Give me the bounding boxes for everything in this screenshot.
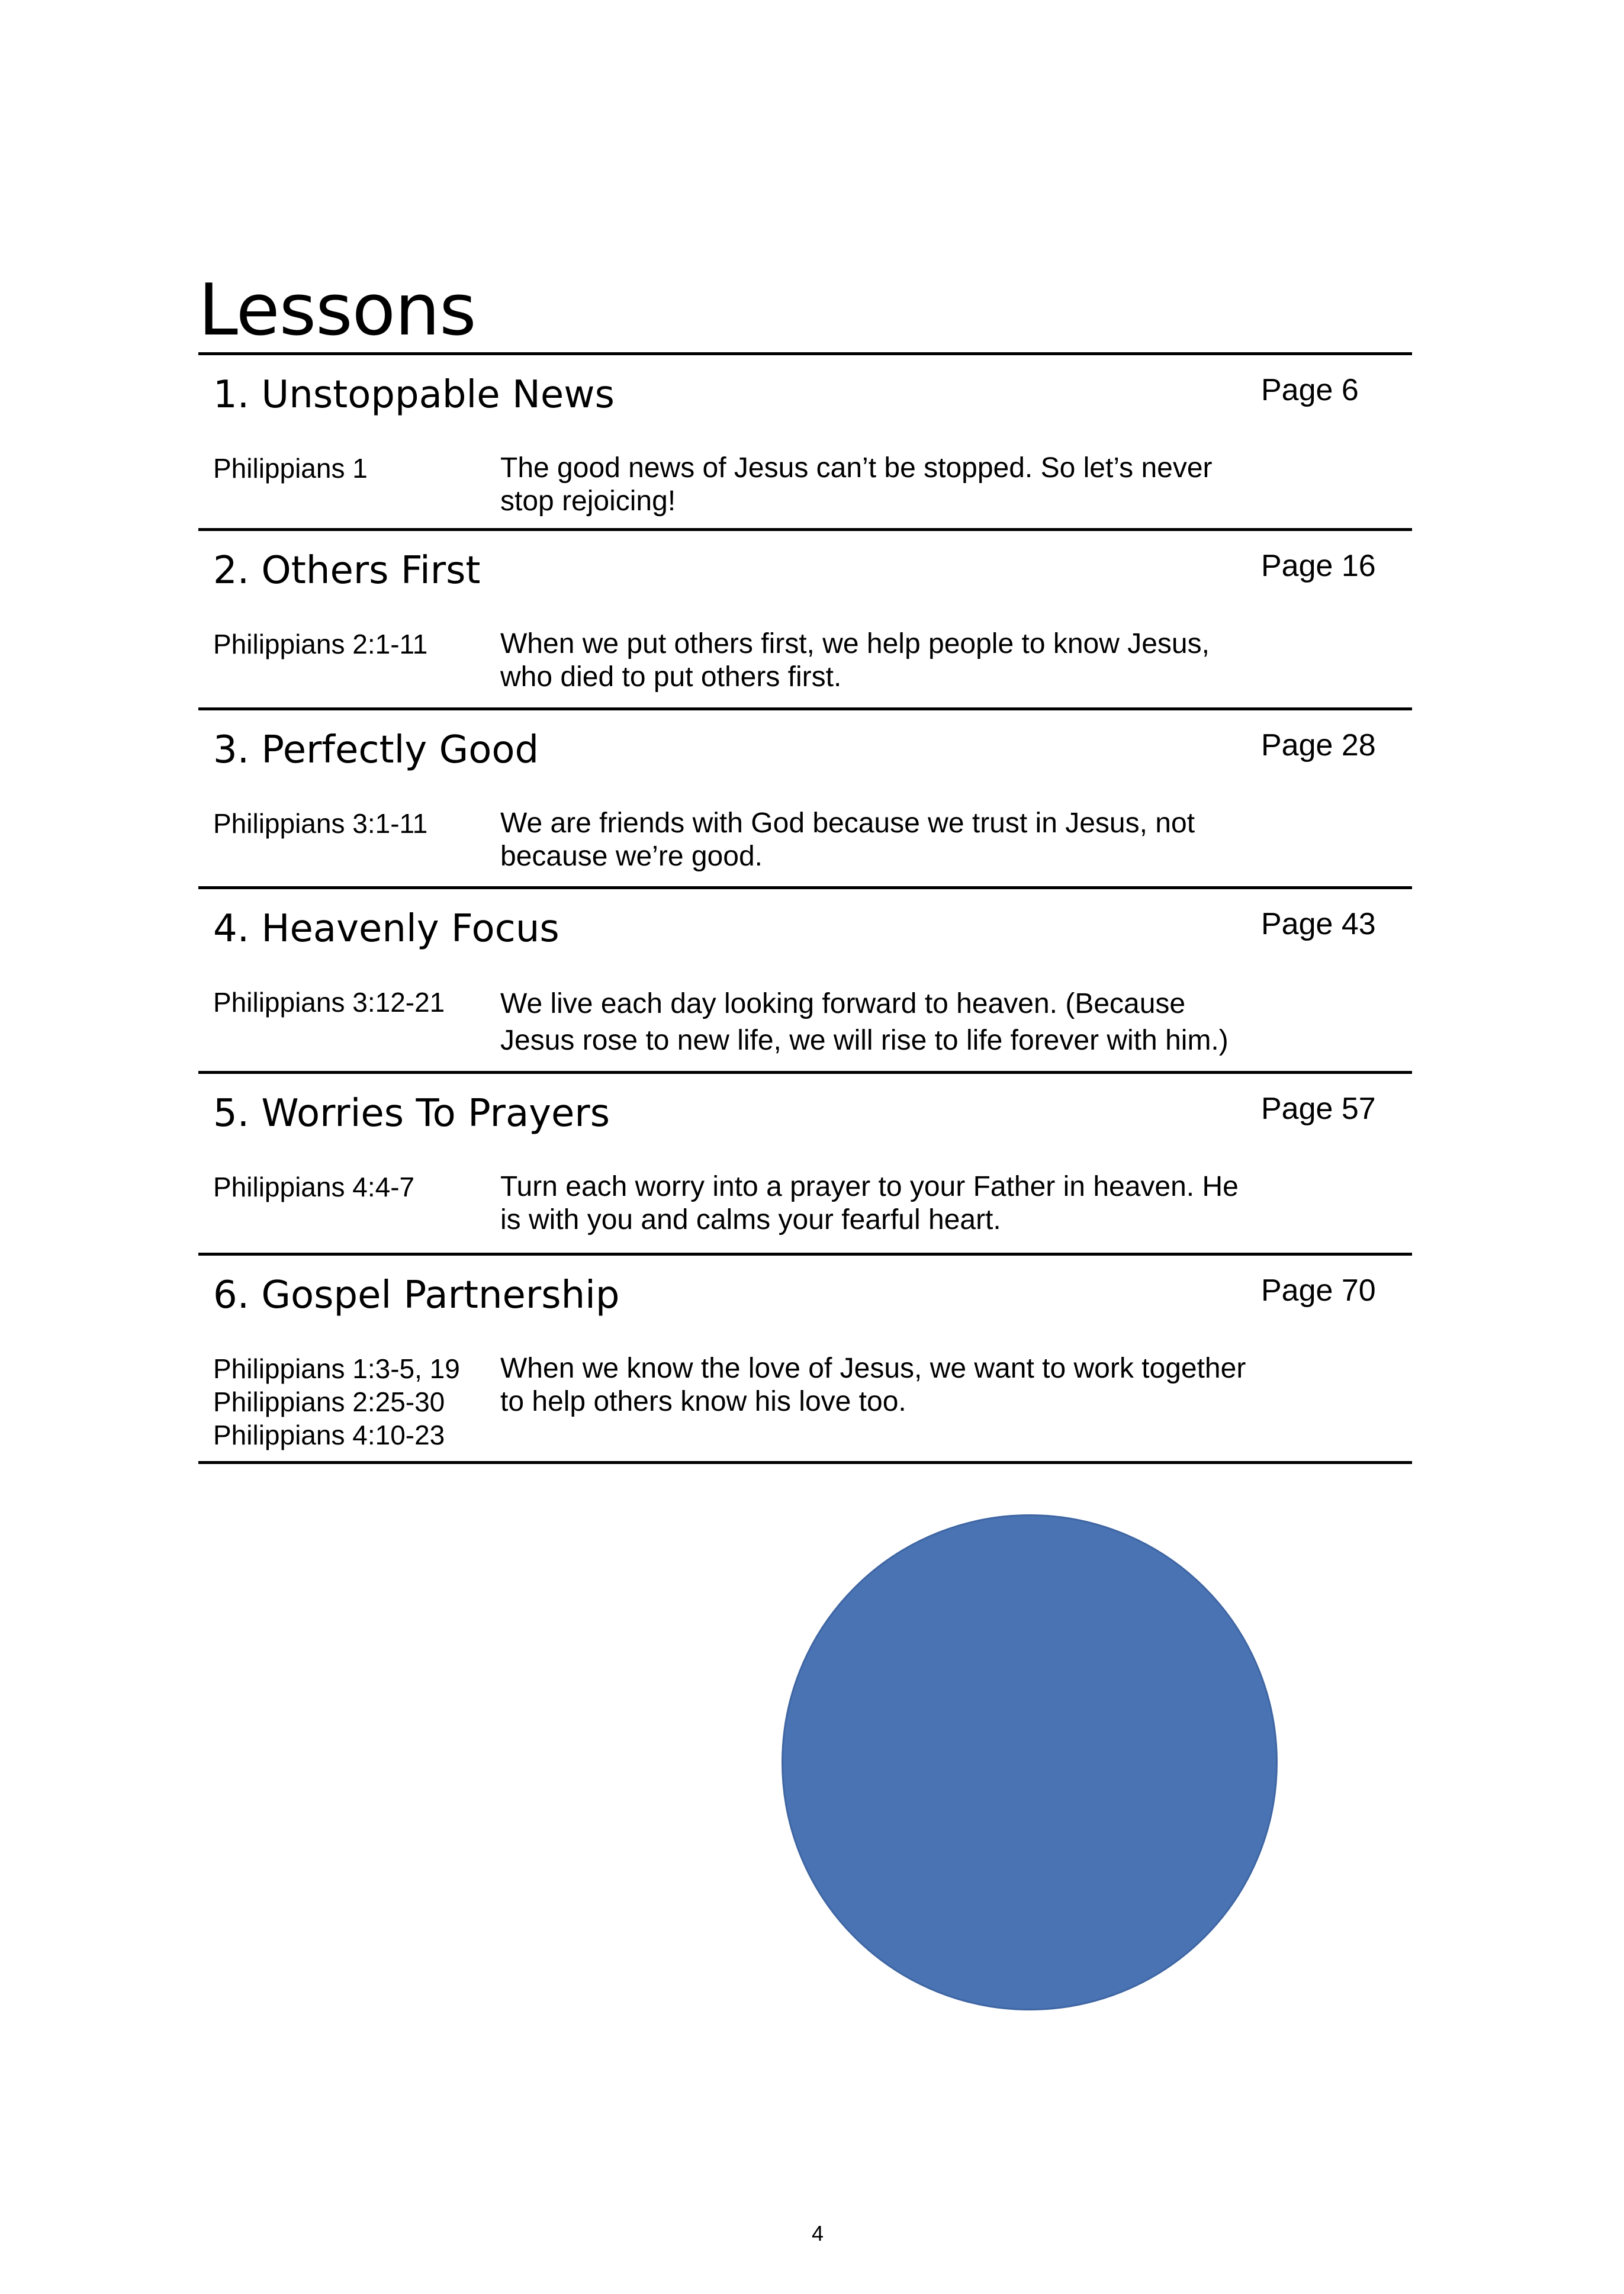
lesson-page: Page 70: [1261, 1273, 1376, 1308]
lesson-summary: When we put others first, we help people to know Jesus, who died to put others first.: [500, 628, 1210, 693]
page-number: 4: [812, 2221, 824, 2245]
lesson-page: Page 16: [1261, 549, 1376, 583]
lesson-ref: Philippians 4:10-23: [213, 1420, 445, 1450]
decorative-circle: [782, 1514, 1278, 2010]
lesson-summary: We are friends with God because we trust in Jesus, not because we’re good.: [500, 807, 1195, 872]
lesson-ref: Philippians 3:1-11: [213, 808, 428, 839]
lesson-row: [198, 355, 1412, 531]
lesson-summary: Turn each worry into a prayer to your Father in heaven. He is with you and calms your fearful heart.: [500, 1171, 1239, 1236]
lesson-page: Page 43: [1261, 907, 1376, 941]
lesson-title: 3. Perfectly Good: [213, 728, 539, 772]
lesson-refs: [213, 452, 368, 485]
lesson-page: Page 6: [1261, 373, 1359, 407]
lesson-title: 4. Heavenly Focus: [213, 907, 559, 951]
lessons-table: [198, 352, 1412, 1464]
lesson-summary: We live each day looking forward to heaven. (Because Jesus rose to new life, we will rise to life forever with him.): [500, 988, 1229, 1056]
lesson-ref: Philippians 4:4-7: [213, 1172, 415, 1202]
lesson-row: [198, 889, 1412, 1074]
lesson-row: [198, 1256, 1412, 1464]
lesson-ref: Philippians 1:3-5, 19: [213, 1353, 460, 1384]
lesson-ref: Philippians 2:1-11: [213, 629, 428, 659]
lesson-refs: [213, 1170, 414, 1204]
lesson-page: Page 57: [1261, 1092, 1376, 1126]
lesson-title: 1. Unstoppable News: [213, 373, 615, 417]
page-title: Lessons: [198, 269, 476, 352]
lesson-summary: The good news of Jesus can’t be stopped. So let’s never stop rejoicing!: [500, 452, 1213, 517]
lesson-page: Page 28: [1261, 728, 1376, 762]
lesson-row: [198, 1074, 1412, 1256]
lesson-refs: [213, 1352, 460, 1452]
lesson-summary: When we know the love of Jesus, we want to work together to help others know his love too.: [500, 1353, 1246, 1417]
lesson-row: [198, 531, 1412, 710]
lesson-ref: Philippians 3:12-21: [213, 987, 445, 1018]
lesson-refs: [213, 807, 427, 840]
lesson-refs: [213, 628, 427, 661]
lesson-ref: Philippians 1: [213, 453, 368, 484]
lesson-ref: Philippians 2:25-30: [213, 1386, 445, 1417]
lesson-title: 5. Worries To Prayers: [213, 1092, 610, 1135]
lesson-title: 6. Gospel Partnership: [213, 1273, 620, 1317]
lesson-row: [198, 710, 1412, 889]
lesson-title: 2. Others First: [213, 549, 481, 593]
lesson-refs: [213, 986, 445, 1019]
